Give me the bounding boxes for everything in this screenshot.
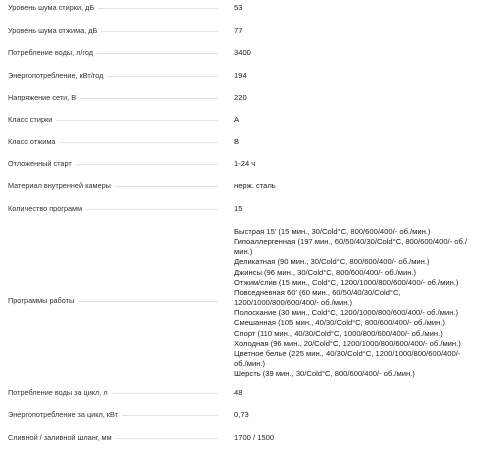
program-line: Быстрая 15' (15 мин., 30/Cold°C, 800/600/400/- об./мин.) <box>234 227 431 236</box>
leader-line <box>76 164 218 165</box>
spec-label: Энергопотребление за цикл, кВт <box>8 410 118 419</box>
leader-line <box>107 76 218 77</box>
spec-label: Сливной / заливной шланг, мм <box>8 433 112 442</box>
program-line: Повседневная 60' (60 мин., 60/50/40/30/Cold°C, <box>234 287 401 297</box>
spec-value: 77 <box>234 26 243 35</box>
program-line: Отжим/слив (15 мин., Cold°C, 1200/1000/800/600/400/- об./мин.) <box>234 277 459 287</box>
leader-line <box>80 98 218 99</box>
leader-line <box>115 186 218 187</box>
spec-value: 53 <box>234 3 243 12</box>
leader-line <box>97 53 218 54</box>
spec-label: Количество программ <box>8 204 83 213</box>
spec-label: Потребление воды, л/год <box>8 48 94 57</box>
leader-line <box>78 301 218 302</box>
spec-value: 3400 <box>234 48 251 57</box>
spec-value: B <box>234 137 240 146</box>
spec-label: Класс стирки <box>8 115 53 124</box>
spec-value: A <box>234 115 240 124</box>
leader-line <box>116 438 218 439</box>
leader-line <box>86 209 218 210</box>
spec-value: 1-24 ч <box>234 159 256 168</box>
leader-line <box>101 31 218 32</box>
spec-label: Материал внутренней камеры <box>8 181 111 190</box>
program-line: 1200/1000/800/600/400/- об./мин.) <box>234 298 353 308</box>
program-line: Цветное белье (225 мин., 40/30/Cold°C, 1200/1000/800/600/400/- <box>234 348 461 358</box>
program-line: Смешанная (105 мин., 40/30/Cold°C, 800/600/400/- об./мин.) <box>234 318 445 328</box>
leader-line <box>122 415 218 416</box>
leader-line <box>112 393 218 394</box>
spec-value: 0,73 <box>234 410 249 419</box>
program-line: об./мин.) <box>234 359 266 369</box>
spec-label: Уровень шума отжима, дБ <box>8 26 98 35</box>
program-line: Деликатная (90 мин., 30/Cold°C, 800/600/400/- об./мин.) <box>234 257 430 267</box>
program-line: мин.) <box>234 247 253 257</box>
program-line: Джинсы (96 мин., 30/Cold°C, 800/600/400/- об./мин.) <box>234 267 417 277</box>
program-line: Гипоаллергенная (197 мин., 60/50/40/30/Cold°C, 800/600/400/- об./ <box>234 237 468 247</box>
spec-label: Уровень шума стирки, дБ <box>8 3 95 12</box>
spec-label: Потребление воды за цикл, л <box>8 388 108 397</box>
leader-line <box>59 142 218 143</box>
programs-list <box>234 227 496 379</box>
spec-label: Класс отжима <box>8 137 56 146</box>
leader-line <box>56 120 218 121</box>
spec-value: 15 <box>234 204 243 213</box>
program-line: Холодная (96 мин., 20/Cold°C, 1200/1000/800/600/400/- об./мин.) <box>234 338 461 348</box>
spec-value: 48 <box>234 388 243 397</box>
spec-value: 194 <box>234 71 247 80</box>
spec-label: Программы работы <box>8 296 75 305</box>
program-line: Полоскание (30 мин., Cold°C, 1200/1000/800/600/400/- об./мин.) <box>234 308 459 318</box>
spec-label: Отложенный старт <box>8 159 72 168</box>
spec-label: Энергопотребление, кВт/год <box>8 71 104 80</box>
spec-label: Напряжение сети, В <box>8 93 77 102</box>
program-line: Шерсть (39 мин., 30/Cold°C, 800/600/400/- об./мин.) <box>234 369 415 379</box>
spec-value: 1700 / 1500 <box>234 433 275 442</box>
spec-value: нерж. сталь <box>234 181 276 190</box>
leader-line <box>98 8 218 9</box>
spec-value: 220 <box>234 93 247 102</box>
program-line: Спорт (110 мин., 40/30/Cold°C, 1000/800/600/400/- об./мин.) <box>234 328 443 338</box>
